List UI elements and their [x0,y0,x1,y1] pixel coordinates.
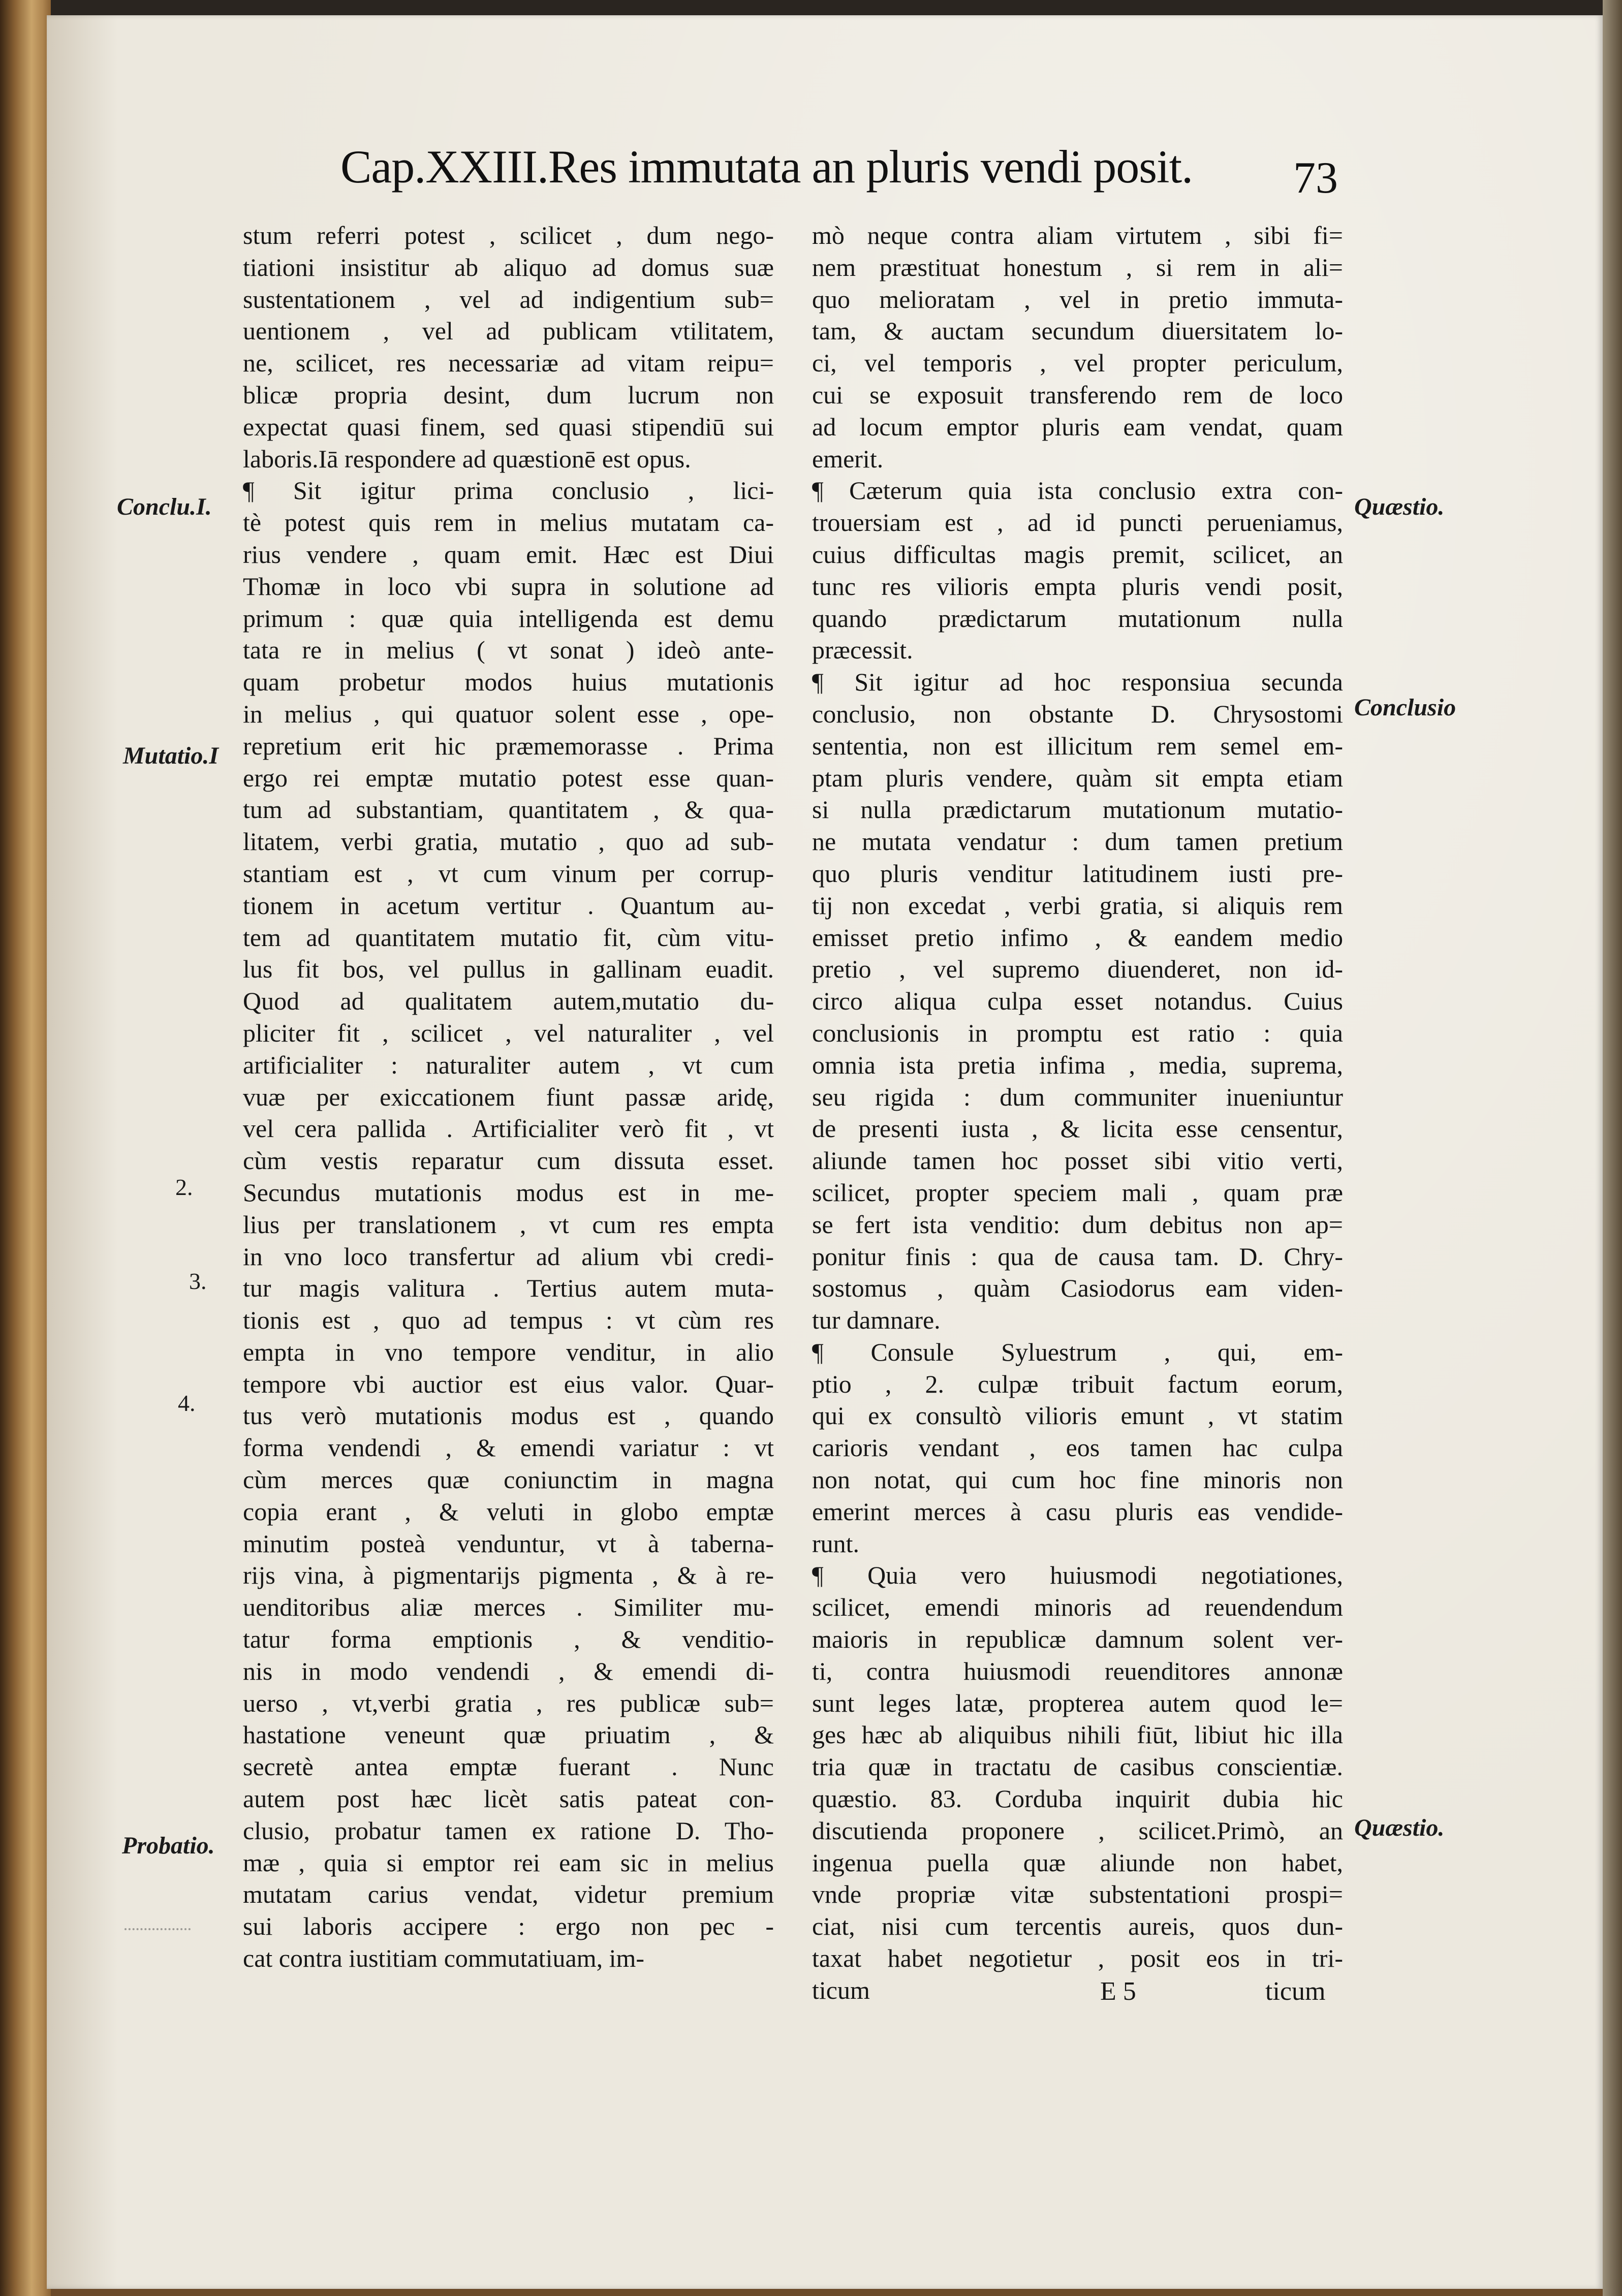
margin-number-2: 2. [175,1174,193,1200]
text-line: tur damnare. [812,1306,941,1335]
text-line: ingenua puella quæ aliunde non habet, [812,1848,1343,1877]
text-line: rijs vina, à pigmentarijs pigmenta , & à re- [243,1561,774,1590]
text-line: cat contra iustitiam commutatiuam, im- [243,1944,645,1973]
text-line: Secundus mutationis modus est in me- [243,1178,774,1207]
running-header: Cap.XXIII.Res immutata an pluris vendi posit. [340,141,1193,193]
text-line: in melius , qui quatuor solent esse , ope- [243,699,774,728]
margin-note-conclusio-1: Conclu.I. [117,493,212,520]
margin-number-4: 4. [178,1390,196,1416]
text-line: lius per translationem , vt cum res empta [243,1210,774,1239]
text-line: omnia ista pretia infima , media, suprema, [812,1050,1343,1079]
text-line: aliunde tamen hoc posset sibi vitio verti, [812,1146,1343,1175]
text-line: litatem, verbi gratia, mutatio , quo ad sub- [243,827,774,856]
text-line: stum referri potest , scilicet , dum nego- [243,221,774,249]
text-line: vnde propriæ vitæ substentationi prospi= [812,1880,1343,1909]
text-line: ptam pluris vendere, quàm sit empta etiam [812,763,1343,792]
margin-note-mutatio-1: Mutatio.I [123,742,219,769]
text-line: trouersiam est , ad id puncti perueniamus, [812,508,1343,537]
right-column [812,219,1343,2006]
text-line: vel cera pallida . Artificialiter verò fit , vt [243,1114,774,1143]
text-line: tria quæ in tractatu de casibus conscientiæ. [812,1752,1343,1781]
page-number: 73 [1293,153,1338,203]
text-line: Quod ad qualitatem autem,mutatio du- [243,987,774,1016]
text-line: tur magis valitura . Tertius autem muta- [243,1274,774,1303]
text-line: conclusio, non obstante D. Chrysostomi [812,699,1343,728]
text-line: clusio, probatur tamen ex ratione D. Tho- [243,1816,774,1845]
text-line: de presenti iusta , & licita esse censentur, [812,1114,1343,1143]
text-line: taxat habet negotietur , posit eos in tri- [812,1944,1343,1973]
text-line: runt. [812,1529,860,1558]
text-line: mæ , quia si emptor rei eam sic in melius [243,1848,774,1877]
text-line: mò neque contra aliam virtutem , sibi fi= [812,221,1343,249]
text-line: cui se exposuit transferendo rem de loco [812,380,1343,409]
text-line: ¶ Quia vero huiusmodi negotiationes, [812,1561,1343,1590]
margin-note-quaestio-1: Quæstio. [1354,493,1445,520]
text-line: pretio , vel supremo diuenderet, non id- [812,955,1343,984]
text-line: autem post hæc licèt satis pateat con- [243,1784,774,1813]
text-line: ¶ Consule Syluestrum , qui, em- [812,1337,1343,1366]
text-line: ne, scilicet, res necessariæ ad vitam reipu= [243,349,774,378]
text-line: forma vendendi , & emendi variatur : vt [243,1433,774,1462]
text-line: sostomus , quàm Casiodorus eam viden- [812,1274,1343,1303]
text-line: mutatam carius vendat, videtur premium [243,1880,774,1909]
text-line: scilicet, emendi minoris ad reuendendum [812,1593,1343,1622]
text-line: blicæ propria desint, dum lucrum non [243,380,774,409]
text-line: quo melioratam , vel in pretio immuta- [812,285,1343,313]
text-line: tus verò mutationis modus est , quando [243,1401,774,1430]
text-line: sui laboris accipere : ergo non pec - [243,1912,774,1941]
text-line: seu rigida : dum communiter inueniuntur [812,1082,1343,1111]
left-column [243,219,774,1974]
text-line: expectat quasi finem, sed quasi stipendiū sui [243,412,774,441]
text-line: tionem in acetum vertitur . Quantum au- [243,891,774,920]
text-line: lus fit bos, vel pullus in gallinam euadit. [243,955,774,984]
text-line: tè potest quis rem in melius mutatam ca- [243,508,774,537]
text-line: primum : quæ quia intelligenda est demu [243,604,774,633]
text-line: sententia, non est illicitum rem semel em- [812,731,1343,760]
text-line: in vno loco transfertur ad alium vbi credi- [243,1242,774,1271]
margin-number-3: 3. [189,1268,207,1294]
text-line: artificialiter : naturaliter autem , vt cum [243,1050,774,1079]
text-line: copia erant , & veluti in globo emptæ [243,1497,774,1526]
text-line: nis in modo vendendi , & emendi di- [243,1656,774,1685]
text-line: tam, & auctam secundum diuersitatem lo- [812,317,1343,345]
text-line: maioris in republicæ damnum solent ver- [812,1625,1343,1654]
text-line: carioris vendant , eos tamen hac culpa [812,1433,1343,1462]
text-line: ¶ Sit igitur ad hoc responsiua secunda [812,668,1343,697]
text-line: scilicet, propter speciem mali , quam præ [812,1178,1343,1207]
text-line: discutienda proponere , scilicet.Primò, an [812,1816,1343,1845]
text-line: cùm vestis reparatur cum dissuta esset. [243,1146,774,1175]
text-line: Thomæ in loco vbi supra in solutione ad [243,572,774,601]
text-line: ci, vel temporis , vel propter periculum, [812,349,1343,378]
text-line: secretè antea emptæ fuerant . Nunc [243,1752,774,1781]
text-line: uentionem , vel ad publicam vtilitatem, [243,317,774,345]
text-line: vuæ per exiccationem fiunt passæ aridę, [243,1082,774,1111]
text-line: emerint merces à casu pluris eas vendide- [812,1497,1343,1526]
bleed-through-mark [175,796,196,801]
text-line: stantiam est , vt cum vinum per corrup- [243,859,774,888]
margin-note-conclusio: Conclusio [1354,694,1456,721]
text-line: tatur forma emptionis , & venditio- [243,1625,774,1654]
text-line: ti, contra huiusmodi reuenditores annonæ [812,1656,1343,1685]
text-line: tempore vbi auctior est eius valor. Quar- [243,1369,774,1398]
text-line: ptio , 2. culpæ tribuit factum eorum, [812,1369,1343,1398]
page-right-edge [1603,0,1622,2296]
text-line: ¶ Cæterum quia ista conclusio extra con- [812,476,1343,505]
text-line: si nulla prædictarum mutationum mutatio- [812,795,1343,824]
margin-note-quaestio-2: Quæstio. [1354,1814,1445,1841]
text-line: emisset pretio infimo , & eandem medio [812,923,1343,952]
text-line: ¶ Sit igitur prima conclusio , lici- [243,476,774,505]
text-line: qui ex consultò vilioris emunt , vt statim [812,1401,1343,1430]
text-line: emerit. [812,444,884,473]
text-line: ergo rei emptæ mutatio potest esse quan- [243,763,774,792]
text-line: tunc res vilioris empta pluris vendi posit, [812,572,1343,601]
text-line: quam probetur modos huius mutationis [243,668,774,697]
text-line: circo aliqua culpa esset notandus. Cuius [812,987,1343,1016]
text-line: minutim posteà venduntur, vt à taberna- [243,1529,774,1558]
text-line: cùm merces quæ coniunctim in magna [243,1465,774,1494]
text-line: quæstio. 83. Corduba inquirit dubia hic [812,1784,1343,1813]
text-line: tiationi insistitur ab aliquo ad domus suæ [243,253,774,281]
text-line: cuius difficultas magis premit, scilicet, an [812,540,1343,569]
book-binding [0,0,51,2296]
text-line: tem ad quantitatem mutatio fit, cùm vitu- [243,923,774,952]
text-line: nem præstituat honestum , si rem in ali= [812,253,1343,281]
text-line: ges hæc ab aliquibus nihili fiūt, libiut hic illa [812,1720,1343,1749]
catchword: ticum [1265,1977,1326,2006]
text-line: præcessit. [812,636,913,665]
text-line: uenditoribus aliæ merces . Similiter mu- [243,1593,774,1622]
text-line: tum ad substantiam, quantitatem , & qua- [243,795,774,824]
text-line: tata re in melius ( vt sonat ) ideò ante- [243,636,774,665]
text-line: sustentationem , vel ad indigentium sub= [243,285,774,313]
text-line: empta in vno tempore venditur, in alio [243,1337,774,1366]
text-line: ticum [812,1975,870,2004]
margin-dots [124,1928,191,1930]
margin-note-probatio: Probatio. [122,1832,215,1859]
text-line: sunt leges latæ, propterea autem quod le= [812,1688,1343,1717]
text-line: uerso , vt,verbi gratia , res publicæ sub= [243,1688,774,1717]
text-line: ponitur finis : qua de causa tam. D. Chry- [812,1242,1343,1271]
text-line: pliciter fit , scilicet , vel naturaliter , vel [243,1018,774,1047]
text-line: tij non excedat , verbi gratia, si aliquis rem [812,891,1343,920]
text-line: repretium erit hic præmemorasse . Prima [243,731,774,760]
text-line: se fert ista venditio: dum debitus non ap= [812,1210,1343,1239]
text-line: conclusionis in promptu est ratio : quia [812,1018,1343,1047]
text-line: tionis est , quo ad tempus : vt cùm res [243,1306,774,1335]
page-top-edge [0,0,1622,15]
text-line: laboris.Iā respondere ad quæstionē est opus. [243,444,691,473]
text-line: hastatione veneunt quæ priuatim , & [243,1720,774,1749]
text-line: ad locum emptor pluris eam vendat, quam [812,412,1343,441]
text-line: ciat, nisi cum tercentis aureis, quos dun- [812,1912,1343,1941]
signature-mark: E 5 [1100,1977,1136,2006]
text-line: quo pluris venditur latitudinem iusti pre- [812,859,1343,888]
text-line: non notat, qui cum hoc fine minoris non [812,1465,1343,1494]
text-line: rius vendere , quam emit. Hæc est Diui [243,540,774,569]
text-line: quando prædictarum mutationum nulla [812,604,1343,633]
text-line: ne mutata vendatur : dum tamen pretium [812,827,1343,856]
